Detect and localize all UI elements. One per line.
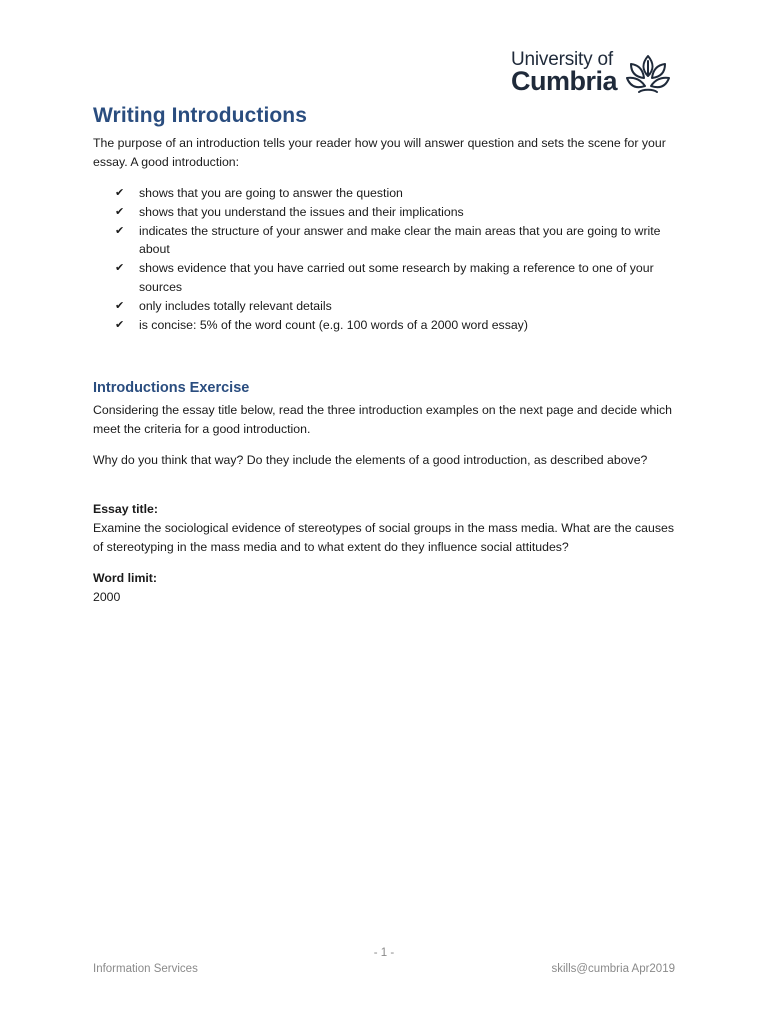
list-item bbox=[115, 184, 675, 203]
checkmark-icon: ✔ bbox=[115, 187, 125, 199]
checkmark-icon: ✔ bbox=[115, 318, 125, 331]
list-item-text: only includes totally relevant details bbox=[139, 298, 332, 313]
intro-paragraph: The purpose of an introduction tells your reader how you will answer question and sets the scene for your essay. A good introduction: bbox=[93, 136, 666, 169]
footer-department: Information Services bbox=[93, 963, 198, 975]
exercise-paragraph-1: Considering the essay title below, read the three introduction examples on the next page and decide which meet the criteria for a good introduction. bbox=[93, 403, 673, 436]
list-item-text: shows that you are going to answer the question bbox=[139, 186, 403, 200]
logo-line-2: Cumbria bbox=[511, 66, 618, 96]
checkmark-icon: ✔ bbox=[115, 262, 125, 275]
footer-contact: skills@cumbria Apr2019 bbox=[551, 963, 675, 975]
criteria-list bbox=[115, 184, 675, 334]
essay-title-text: Examine the sociological evidence of stereotypes of social groups in the mass media. What are the causes of stereotyping in the mass media and to what extent do they influence social attitudes? bbox=[93, 521, 674, 554]
list-item-text: indicates the structure of your answer and make clear the main areas that you are going to write about bbox=[139, 223, 661, 257]
logo-wordmark bbox=[511, 50, 617, 95]
list-item-text: shows that you understand the issues and their implications bbox=[139, 204, 464, 219]
checkmark-icon: ✔ bbox=[115, 205, 125, 218]
list-item bbox=[115, 203, 675, 222]
list-item bbox=[115, 259, 675, 297]
leaf-logo-icon bbox=[625, 52, 671, 94]
exercise-heading: Introductions Exercise bbox=[93, 380, 250, 396]
word-limit-label: Word limit: bbox=[93, 571, 157, 585]
list-item bbox=[115, 222, 675, 260]
university-logo bbox=[511, 50, 681, 98]
checkmark-icon: ✔ bbox=[115, 299, 125, 312]
list-item-text: shows evidence that you have carried out some research by making a reference to one of your sources bbox=[139, 261, 654, 294]
exercise-paragraph-2: Why do you think that way? Do they include the elements of a good introduction, as described above? bbox=[93, 453, 648, 467]
checkmark-icon: ✔ bbox=[115, 224, 125, 237]
essay-title-label: Essay title: bbox=[93, 502, 158, 516]
logo-line-1: University of bbox=[511, 49, 613, 70]
page-title: Writing Introductions bbox=[93, 104, 308, 127]
list-item bbox=[115, 297, 675, 316]
page-number: - 1 - bbox=[373, 947, 395, 959]
list-item-text: is concise: 5% of the word count (e.g. 100 words of a 2000 word essay) bbox=[139, 317, 528, 332]
word-limit-value: 2000 bbox=[93, 590, 121, 604]
list-item bbox=[115, 316, 675, 335]
